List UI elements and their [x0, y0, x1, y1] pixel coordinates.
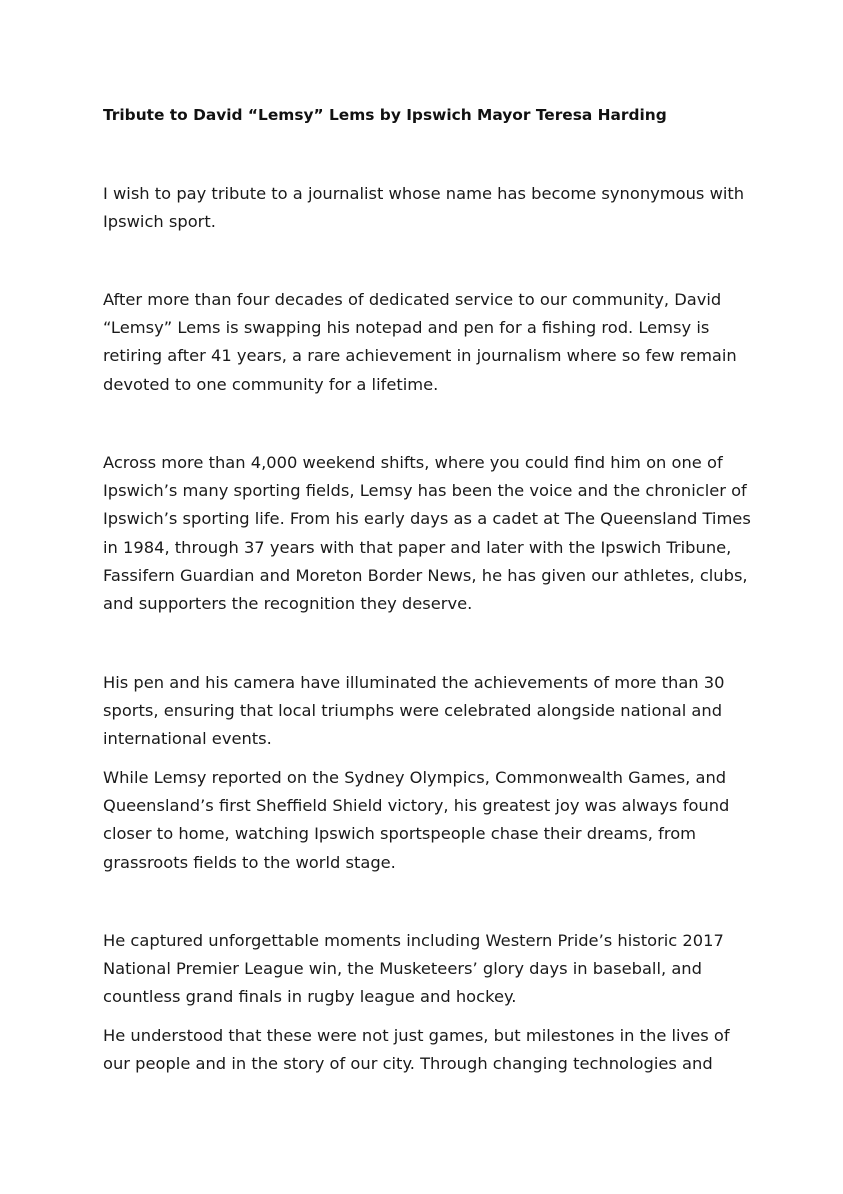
document-title: Tribute to David “Lemsy” Lems by Ipswich Mayor Teresa Harding [103, 106, 667, 124]
paragraph-tribute-intro: I wish to pay tribute to a journalist whose name has become synonymous with Ipswich sport. [103, 184, 745, 232]
paragraph-milestones: He understood that these were not just games, but milestones in the lives of our people and in the story of our city. Through changing technologies and [103, 1026, 730, 1074]
paragraph-sports-coverage: His pen and his camera have illuminated the achievements of more than 30 sports, ensuring that local triumphs were celebrated alongside national and international events. [103, 673, 725, 749]
paragraph-major-events: While Lemsy reported on the Sydney Olympics, Commonwealth Games, and Queensland’s first Sheffield Shield victory, his greatest joy was always found closer to home, watching Ipswich sportspeople chase their dreams, from grassroots fields to the world stage. [103, 768, 730, 872]
paragraph-career-history: Across more than 4,000 weekend shifts, where you could find him on one of Ipswich’s many sporting fields, Lemsy has been the voice and the chronicler of Ipswich’s sporting life. From his early days as a cadet at The Queensland Times in 1984, through 37 years with that paper and later with the Ipswich Tribune, Fassifern Guardian and Moreton Border News, he has given our athletes, clubs, and supporters the recognition they deserve. [103, 453, 751, 614]
paragraph-retirement: After more than four decades of dedicated service to our community, David “Lemsy” Lems is swapping his notepad and pen for a fishing rod. Lemsy is retiring after 41 years, a rare achievement in journalism where so few remain devoted to one community for a lifetime. [103, 290, 737, 394]
paragraph-memorable-moments: He captured unforgettable moments including Western Pride’s historic 2017 National Premier League win, the Musketeers’ glory days in baseball, and countless grand finals in rugby league and hockey. [103, 931, 724, 1007]
